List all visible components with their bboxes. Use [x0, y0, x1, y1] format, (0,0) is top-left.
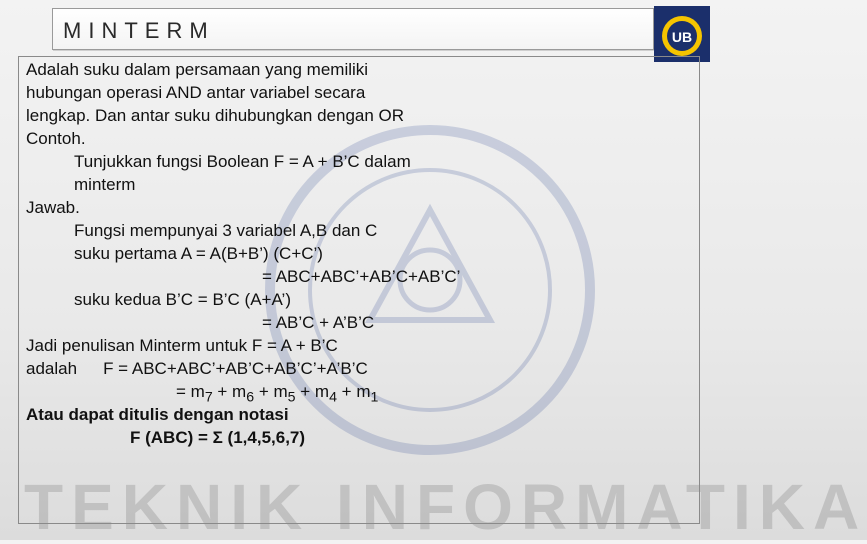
- minterm-index: 7: [204, 389, 213, 406]
- sigma-notation: F (ABC) = Σ (1,4,5,6,7): [130, 428, 306, 447]
- text-line: Contoh.: [26, 129, 86, 148]
- text-line: Atau dapat ditulis dengan notasi: [26, 405, 289, 424]
- minterm-prefix: = m: [176, 382, 205, 401]
- minterm-sep: + m: [254, 382, 288, 401]
- text-line: [26, 357, 686, 380]
- minterm-sep: + m: [295, 382, 330, 401]
- slide-title: MINTERM: [63, 18, 215, 43]
- minterm-sep: + m: [336, 382, 371, 401]
- logo-text: UB: [671, 29, 693, 45]
- watermark-text: TEKNIK INFORMATIKA: [24, 471, 867, 543]
- text-line: Jawab.: [26, 198, 80, 217]
- text-line: lengkap. Dan antar suku dihubungkan dengan OR: [26, 106, 405, 125]
- text-line: suku kedua B’C = B’C (A+A’): [74, 290, 291, 309]
- minterm-index: 4: [329, 389, 337, 406]
- slide-body: [26, 58, 686, 449]
- ub-logo-icon: [654, 6, 710, 62]
- text-line: minterm: [74, 175, 136, 194]
- minterm-sep: + m: [212, 382, 247, 401]
- minterm-index: 1: [370, 389, 379, 406]
- text-line: Fungsi mempunyai 3 variabel A,B dan C: [74, 221, 378, 240]
- text-line: Tunjukkan fungsi Boolean F = A + B’C dalam: [74, 152, 411, 171]
- title-bar: [52, 8, 654, 50]
- text-segment: F = ABC+ABC’+AB’C+AB’C’+A’B’C: [103, 359, 368, 378]
- minterm-index: 5: [287, 389, 296, 406]
- text-line: = AB’C + A’B’C: [262, 313, 375, 332]
- text-line: hubungan operasi AND antar variabel secara: [26, 83, 366, 102]
- minterm-index: 6: [246, 389, 255, 406]
- text-line: Adalah suku dalam persamaan yang memiliki: [26, 60, 369, 79]
- text-line: = ABC+ABC’+AB’C+AB’C’: [262, 267, 461, 286]
- minterm-expression: [26, 380, 686, 406]
- text-line: suku pertama A = A(B+B’) (C+C’): [74, 244, 323, 263]
- text-segment: adalah: [26, 359, 78, 378]
- text-line: Jadi penulisan Minterm untuk F = A + B’C: [26, 336, 338, 355]
